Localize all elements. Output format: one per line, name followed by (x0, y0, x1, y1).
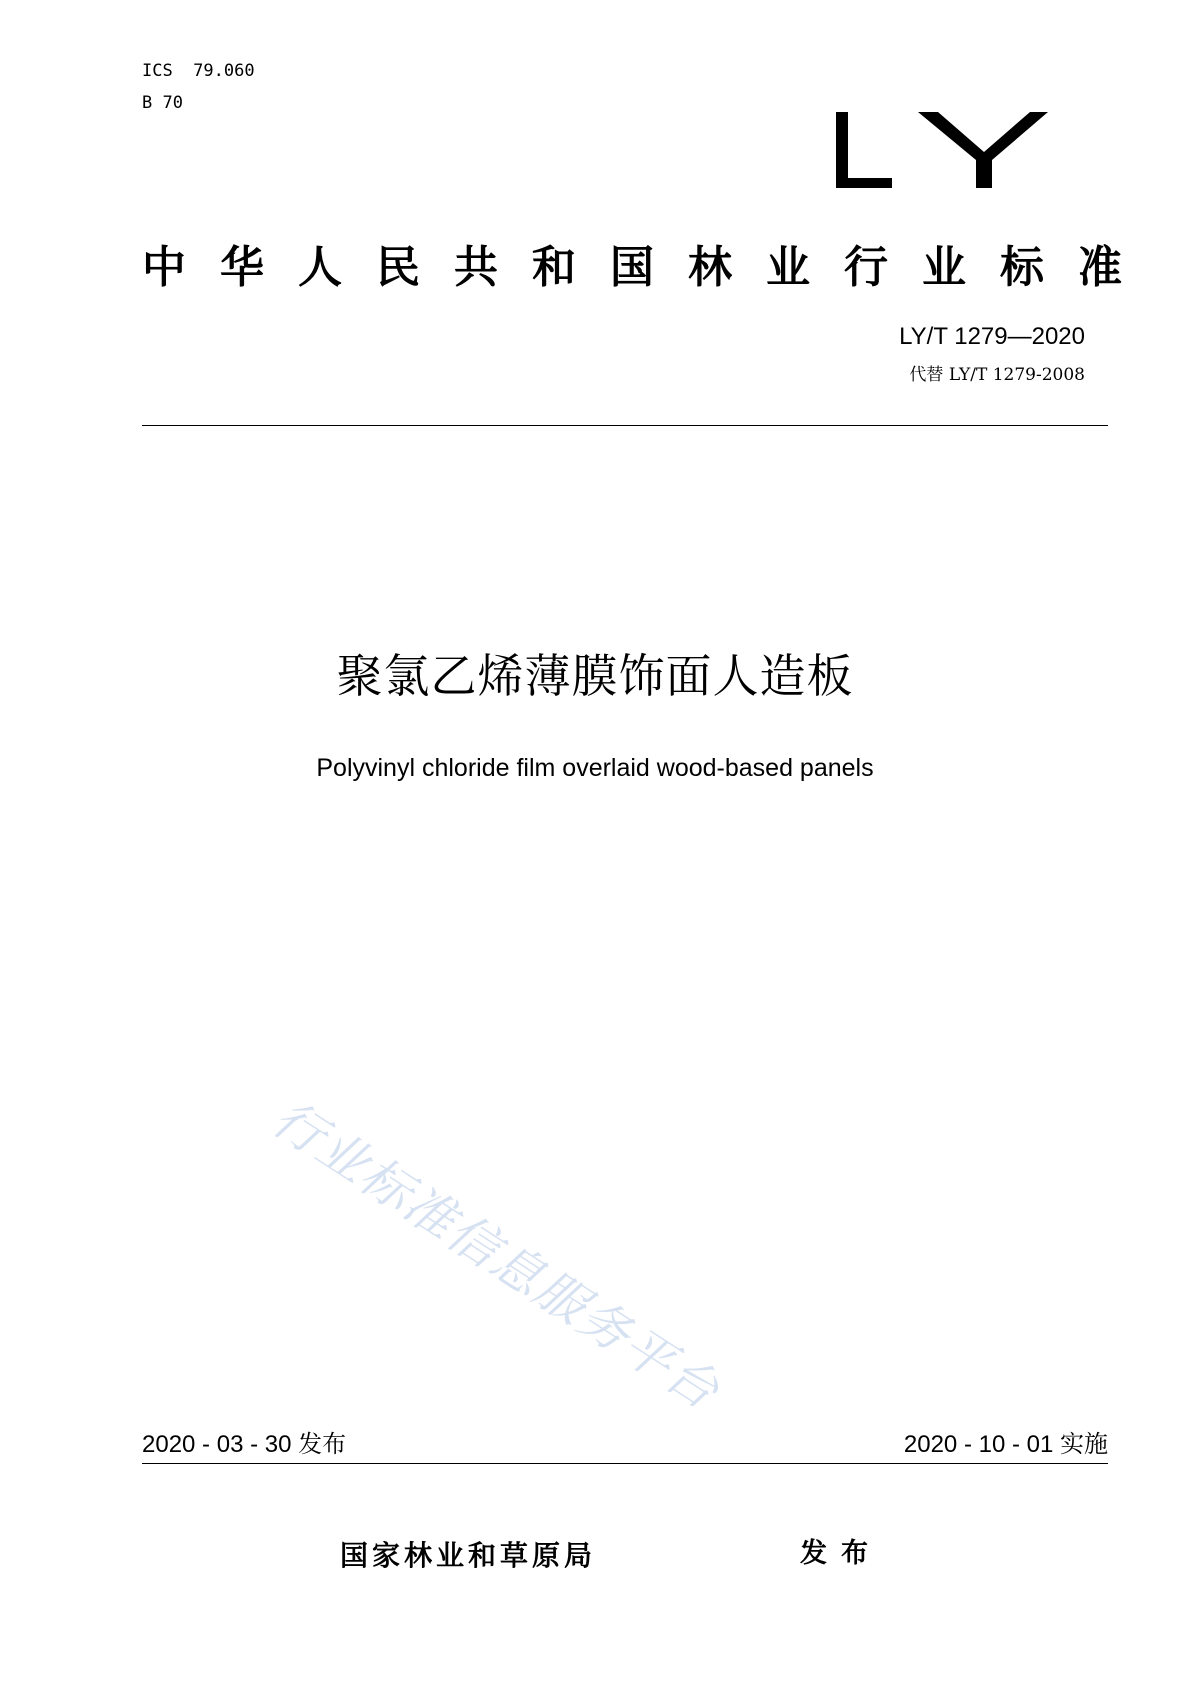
title-char: 准 (1078, 242, 1122, 293)
standard-type-title (142, 228, 1122, 298)
title-char: 国 (610, 242, 654, 293)
document-title-english: Polyvinyl chloride film overlaid wood-based panels (316, 754, 874, 782)
replaces-standard: 代替 LY/T 1279-2008 (909, 365, 1085, 385)
title-char: 林 (688, 242, 732, 293)
issue-date: 2020 - 03 - 30 发布 (142, 1431, 347, 1458)
classification-code: B 70 (142, 93, 183, 113)
title-char: 人 (298, 242, 342, 293)
header-divider (142, 425, 1108, 426)
title-char: 和 (532, 242, 576, 293)
issuing-authority: 国家林业和草原局 (340, 1539, 597, 1572)
title-char: 标 (1000, 242, 1044, 293)
title-char: 华 (220, 242, 264, 293)
title-char: 业 (766, 242, 810, 293)
standard-number: LY/T 1279—2020 (899, 323, 1085, 350)
ly-logo (836, 112, 1048, 188)
footer-divider (142, 1463, 1108, 1464)
title-char: 共 (454, 242, 498, 293)
document-title: 聚氯乙烯薄膜饰面人造板 (336, 649, 854, 703)
publish-label: 发布 (800, 1538, 882, 1569)
title-char: 中 (142, 242, 186, 293)
title-char: 业 (922, 242, 966, 293)
title-char: 民 (376, 242, 420, 293)
title-char: 行 (844, 242, 888, 293)
implementation-date: 2020 - 10 - 01 实施 (903, 1431, 1108, 1458)
ics-code: ICS 79.060 (142, 61, 255, 81)
watermark: 行业标准信息服务平台 (262, 1089, 731, 1422)
